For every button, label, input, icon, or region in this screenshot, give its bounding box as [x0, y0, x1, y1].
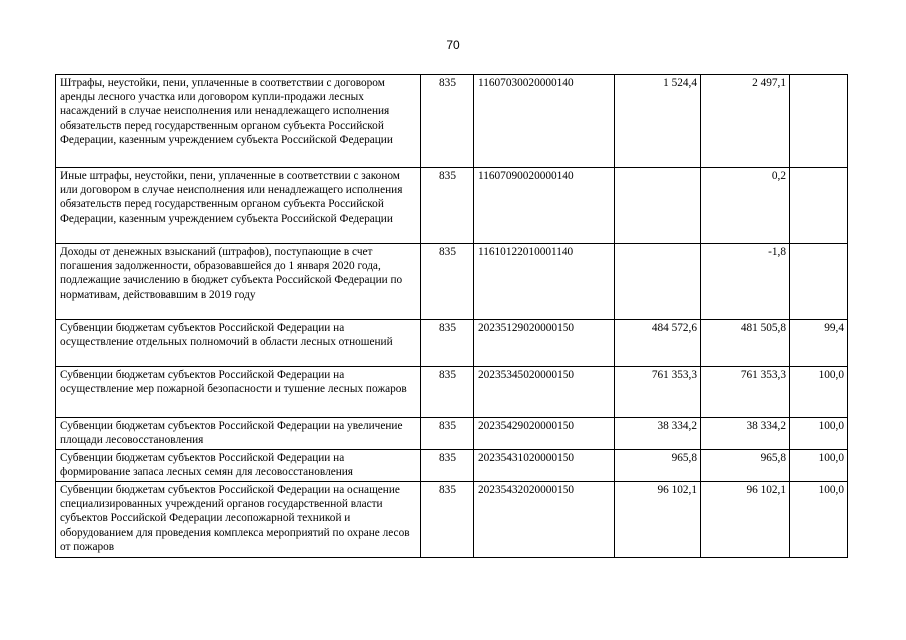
actual-amount: 761 353,3 [701, 367, 790, 418]
actual-amount: -1,8 [701, 244, 790, 320]
budget-classification-code: 20235345020000150 [474, 367, 615, 418]
actual-amount: 965,8 [701, 450, 790, 482]
budget-classification-code: 20235429020000150 [474, 418, 615, 450]
administrator-code: 835 [421, 482, 474, 558]
income-description: Субвенции бюджетам субъектов Российской Федерации на увеличение площади лесовосстановления [56, 418, 421, 450]
administrator-code: 835 [421, 418, 474, 450]
administrator-code: 835 [421, 168, 474, 244]
income-description: Штрафы, неустойки, пени, уплаченные в соответствии с договором аренды лесного участка или договором купли-продажи лесных насаждений в случае неисполнения или ненадлежащего исполнения обязательств перед государственным органом субъекта Российской Федерации, казенным учреждением субъекта Российской Федерации [56, 75, 421, 168]
actual-amount: 96 102,1 [701, 482, 790, 558]
administrator-code: 835 [421, 244, 474, 320]
table-row [56, 418, 848, 450]
planned-amount: 965,8 [615, 450, 701, 482]
table-row [56, 244, 848, 320]
budget-classification-code: 20235432020000150 [474, 482, 615, 558]
budget-classification-code: 11610122010001140 [474, 244, 615, 320]
execution-percent: 100,0 [790, 482, 848, 558]
actual-amount: 38 334,2 [701, 418, 790, 450]
execution-percent: 100,0 [790, 418, 848, 450]
execution-percent: 100,0 [790, 367, 848, 418]
execution-percent [790, 75, 848, 168]
planned-amount: 1 524,4 [615, 75, 701, 168]
table-row [56, 450, 848, 482]
page-number: 70 [446, 38, 460, 52]
administrator-code: 835 [421, 450, 474, 482]
income-description: Субвенции бюджетам субъектов Российской Федерации на осуществление отдельных полномочий в области лесных отношений [56, 320, 421, 367]
planned-amount: 484 572,6 [615, 320, 701, 367]
budget-classification-code: 20235129020000150 [474, 320, 615, 367]
income-description: Субвенции бюджетам субъектов Российской Федерации на осуществление мер пожарной безопасности и тушение лесных пожаров [56, 367, 421, 418]
planned-amount [615, 244, 701, 320]
actual-amount: 2 497,1 [701, 75, 790, 168]
table-row [56, 320, 848, 367]
planned-amount: 761 353,3 [615, 367, 701, 418]
administrator-code: 835 [421, 320, 474, 367]
table-row [56, 75, 848, 168]
revenue-table [55, 74, 848, 558]
budget-classification-code: 11607090020000140 [474, 168, 615, 244]
income-description: Субвенции бюджетам субъектов Российской Федерации на формирование запаса лесных семян для лесовосстановления [56, 450, 421, 482]
income-description: Доходы от денежных взысканий (штрафов), поступающие в счет погашения задолженности, образовавшейся до 1 января 2020 года, подлежащие зачислению в бюджет субъекта Российской Федерации по нормативам, действовавшим в 2019 году [56, 244, 421, 320]
planned-amount: 38 334,2 [615, 418, 701, 450]
execution-percent [790, 244, 848, 320]
table-row [56, 168, 848, 244]
actual-amount: 481 505,8 [701, 320, 790, 367]
income-description: Субвенции бюджетам субъектов Российской Федерации на оснащение специализированных учреждений органов государственной власти субъектов Российской Федерации лесопожарной техникой и оборудованием для проведения комплекса мероприятий по охране лесов от пожаров [56, 482, 421, 558]
table-row [56, 482, 848, 558]
actual-amount: 0,2 [701, 168, 790, 244]
execution-percent [790, 168, 848, 244]
administrator-code: 835 [421, 75, 474, 168]
income-description: Иные штрафы, неустойки, пени, уплаченные в соответствии с законом или договором в случае неисполнения или ненадлежащего исполнения обязательств перед государственным органом субъекта Российской Федерации, казенным учреждением субъекта Российской Федерации [56, 168, 421, 244]
budget-classification-code: 11607030020000140 [474, 75, 615, 168]
budget-classification-code: 20235431020000150 [474, 450, 615, 482]
planned-amount: 96 102,1 [615, 482, 701, 558]
administrator-code: 835 [421, 367, 474, 418]
planned-amount [615, 168, 701, 244]
execution-percent: 100,0 [790, 450, 848, 482]
execution-percent: 99,4 [790, 320, 848, 367]
table-row [56, 367, 848, 418]
